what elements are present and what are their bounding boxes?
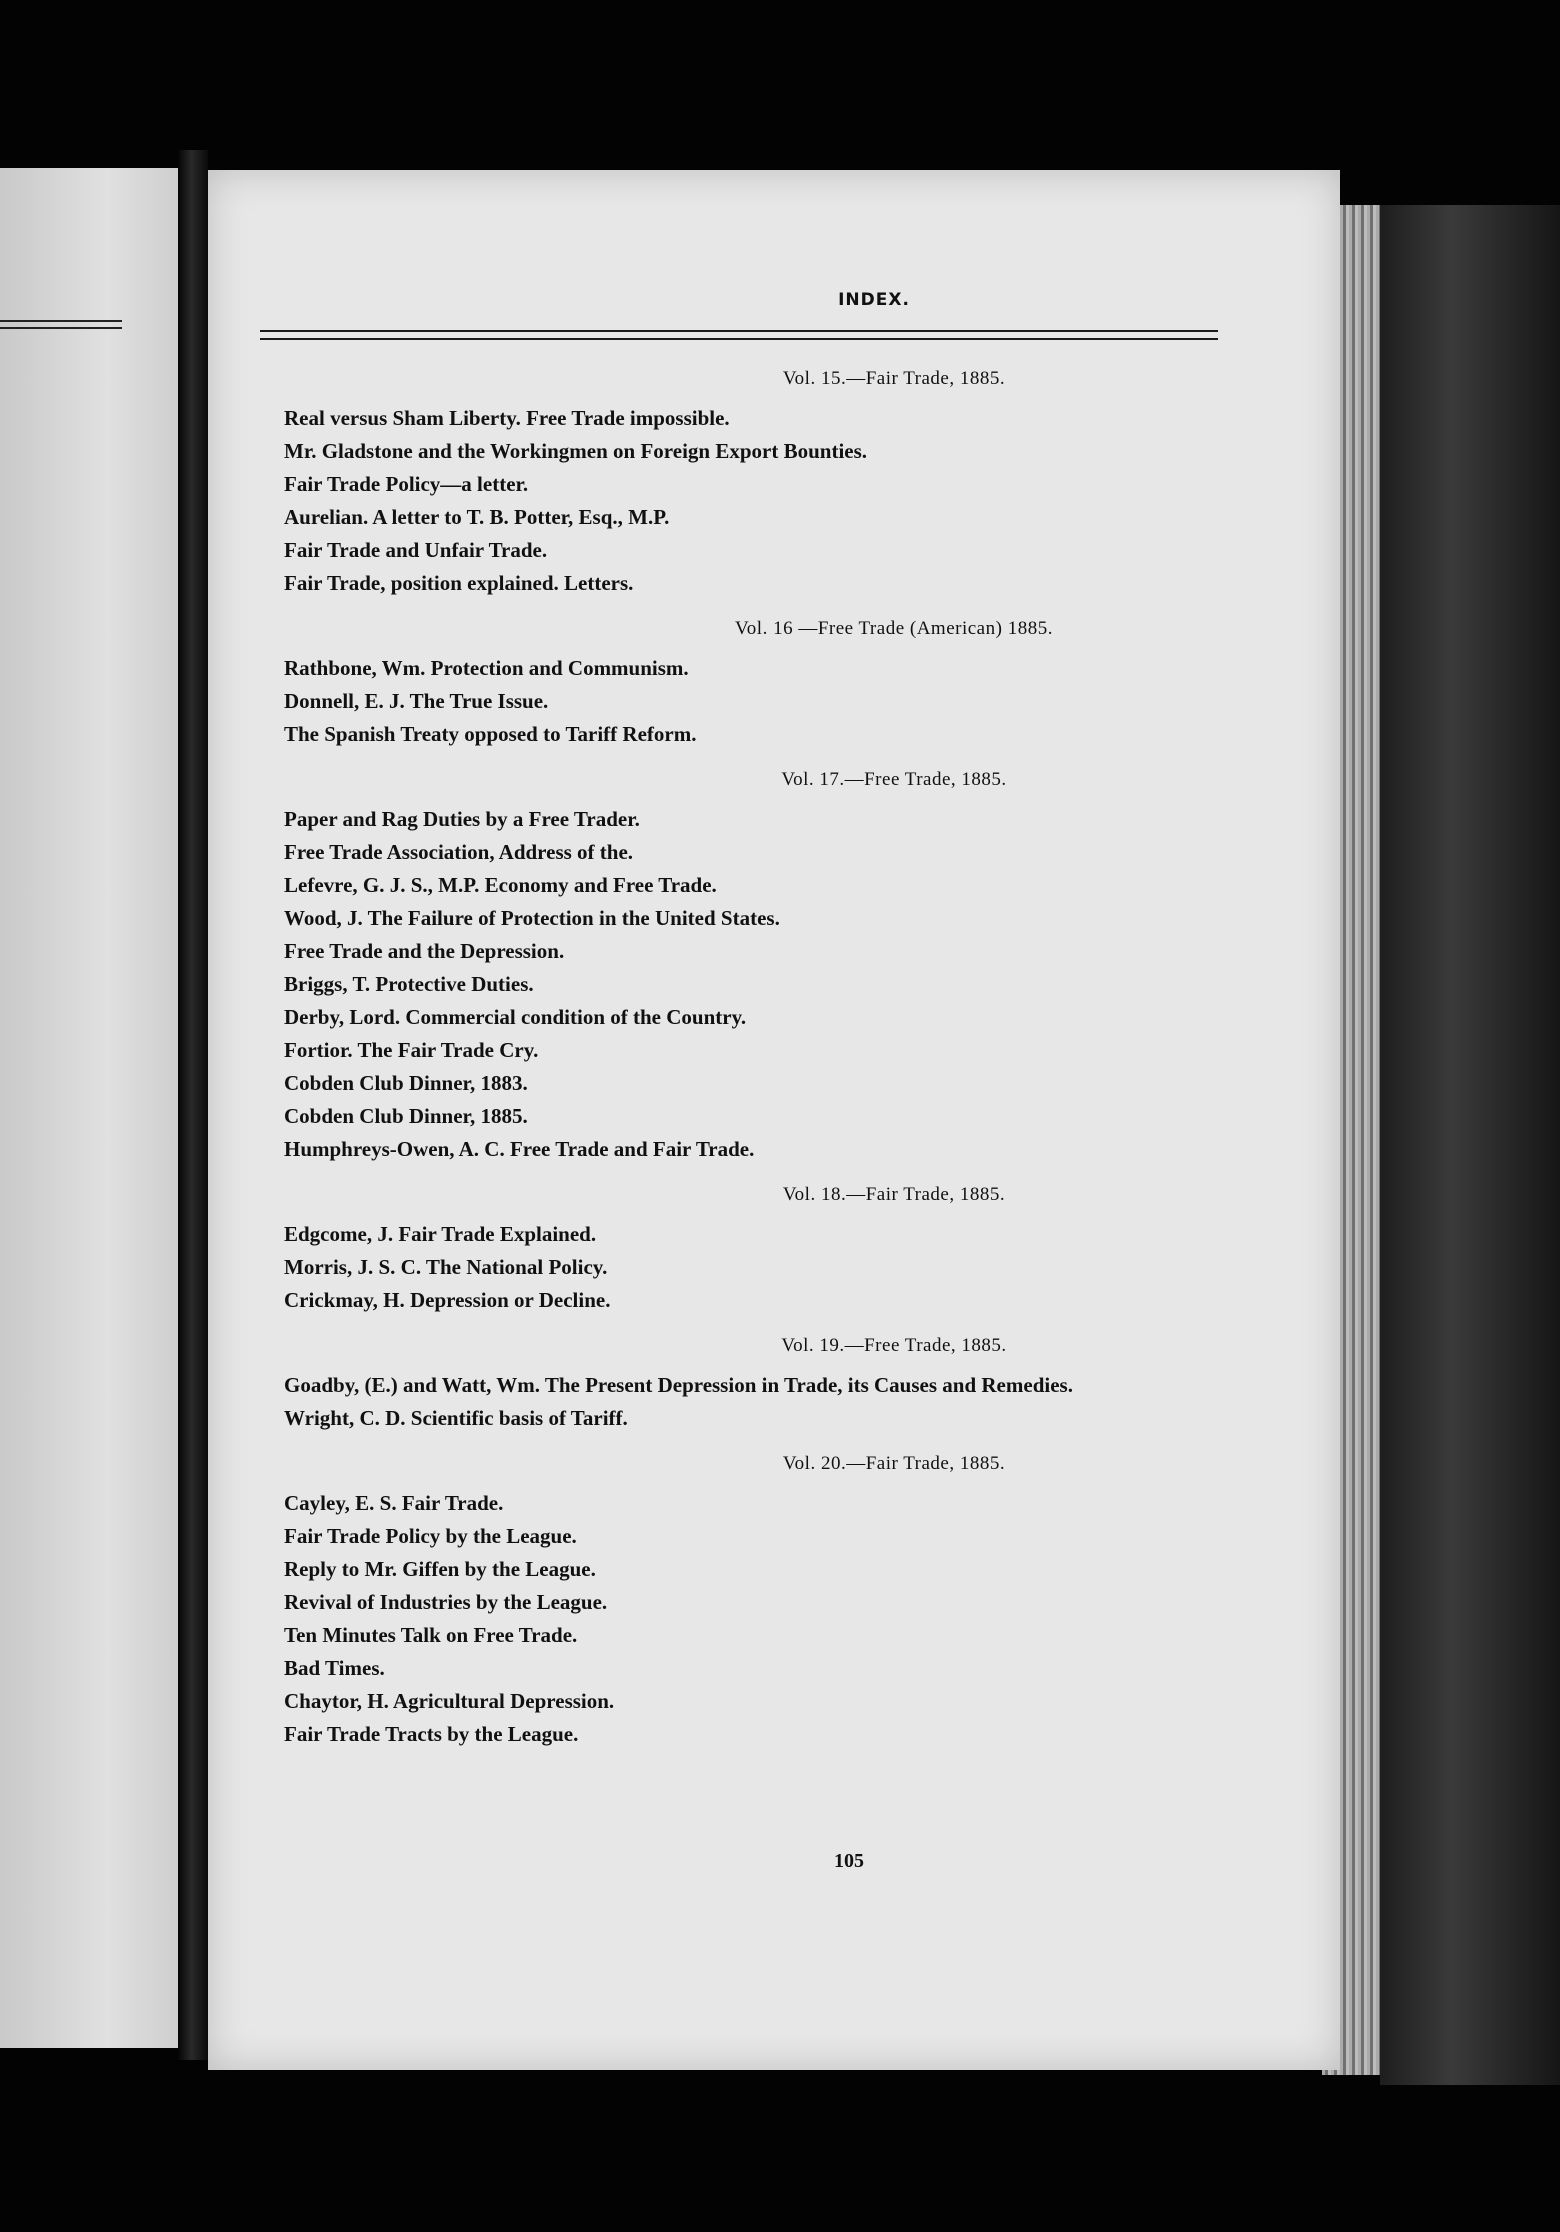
index-entry: Fair Trade Policy by the League. <box>284 1524 577 1548</box>
index-entry: Wright, C. D. Scientific basis of Tariff. <box>284 1406 628 1430</box>
section-heading: Vol. 15.—Fair Trade, 1885. <box>782 368 1006 389</box>
index-entry: Goadby, (E.) and Watt, Wm. The Present Depression in Trade, its Causes and Remedies. <box>284 1373 1073 1397</box>
index-entry: Free Trade and the Depression. <box>284 939 565 963</box>
index-entry: Cayley, E. S. Fair Trade. <box>284 1491 504 1515</box>
index-entry: Aurelian. A letter to T. B. Potter, Esq., M.P. <box>284 505 670 529</box>
index-entry: Bad Times. <box>284 1656 385 1680</box>
index-entry: Crickmay, H. Depression or Decline. <box>284 1288 611 1312</box>
index-entry: Fair Trade, position explained. Letters. <box>284 571 634 595</box>
index-entry: Donnell, E. J. The True Issue. <box>284 689 549 713</box>
index-entry: Revival of Industries by the League. <box>284 1590 608 1614</box>
index-entry: Ten Minutes Talk on Free Trade. <box>284 1623 578 1647</box>
header-rule <box>260 330 1218 340</box>
index-entry: Lefevre, G. J. S., M.P. Economy and Free Trade. <box>284 873 717 897</box>
index-entry: Chaytor, H. Agricultural Depression. <box>284 1689 615 1713</box>
section-heading: Vol. 19.—Free Trade, 1885. <box>781 1335 1007 1356</box>
index-entry: The Spanish Treaty opposed to Tariff Reform. <box>284 722 697 746</box>
index-entry: Fair Trade Policy—a letter. <box>284 472 529 496</box>
index-entry: Cobden Club Dinner, 1883. <box>284 1071 528 1095</box>
section-heading: Vol. 20.—Fair Trade, 1885. <box>782 1453 1006 1474</box>
book-block <box>1380 205 1560 2085</box>
index-entry: Rathbone, Wm. Protection and Communism. <box>284 656 689 680</box>
index-entry: Cobden Club Dinner, 1885. <box>284 1104 528 1128</box>
index-entry: Fair Trade Tracts by the League. <box>284 1722 579 1746</box>
section-heading: Vol. 18.—Fair Trade, 1885. <box>782 1184 1006 1205</box>
previous-page-edge <box>0 168 178 2048</box>
previous-page-rule <box>0 320 122 329</box>
index-entry: Mr. Gladstone and the Workingmen on Foreign Export Bounties. <box>284 439 868 463</box>
index-entry: Wood, J. The Failure of Protection in the United States. <box>284 906 780 930</box>
index-content <box>284 368 1304 1751</box>
section-heading: Vol. 17.—Free Trade, 1885. <box>781 769 1007 790</box>
index-entry: Reply to Mr. Giffen by the League. <box>284 1557 596 1581</box>
index-entry: Free Trade Association, Address of the. <box>284 840 634 864</box>
index-entry: Briggs, T. Protective Duties. <box>284 972 534 996</box>
index-entry: Derby, Lord. Commercial condition of the Country. <box>284 1005 747 1029</box>
book-gutter <box>178 150 208 2060</box>
index-entry: Humphreys-Owen, A. C. Free Trade and Fair Trade. <box>284 1137 755 1161</box>
index-entry: Paper and Rag Duties by a Free Trader. <box>284 807 640 831</box>
index-entry: Edgcome, J. Fair Trade Explained. <box>284 1222 597 1246</box>
index-entry: Real versus Sham Liberty. Free Trade impossible. <box>284 406 730 430</box>
page-header: INDEX. <box>838 290 910 310</box>
index-entry: Morris, J. S. C. The National Policy. <box>284 1255 608 1279</box>
index-entry: Fair Trade and Unfair Trade. <box>284 538 548 562</box>
index-page <box>208 170 1340 2070</box>
section-heading: Vol. 16 —Free Trade (American) 1885. <box>735 618 1053 639</box>
index-entry: Fortior. The Fair Trade Cry. <box>284 1038 539 1062</box>
page-number: 105 <box>834 1850 864 1872</box>
